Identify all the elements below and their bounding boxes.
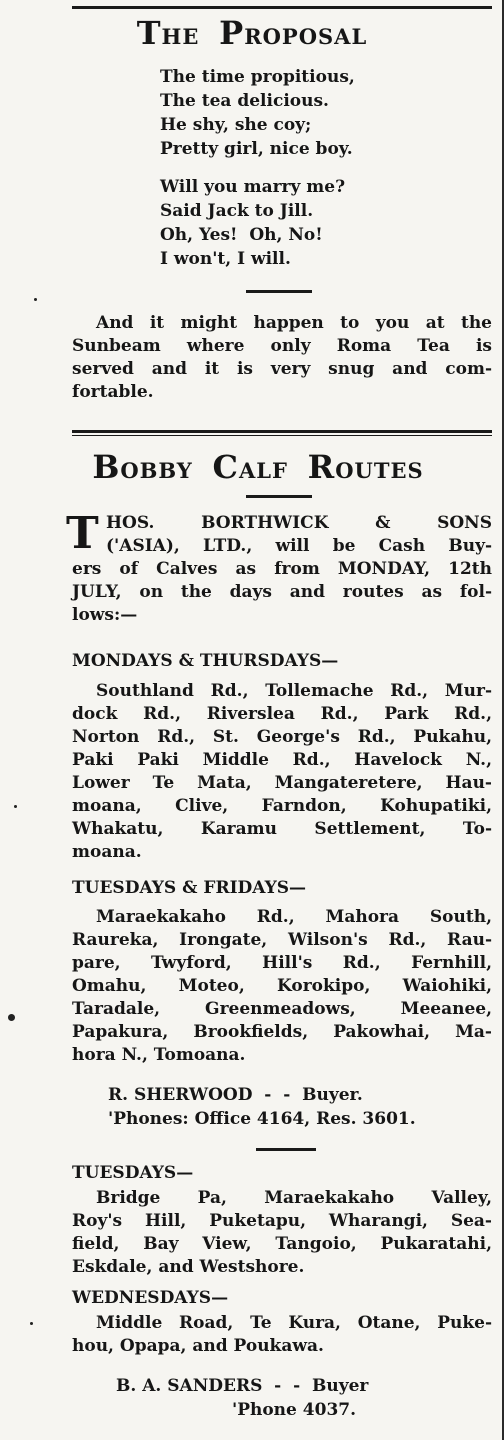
print-speck [34,298,37,301]
poem-line: Will you marry me? [160,177,346,197]
poem-line: The tea delicious. [160,91,329,111]
tuesdays-fridays-routes: Maraekakaho Rd., Mahora South, Raureka, Irongate, Wilson's Rd., Rau- pare, Twyford, Hill's Rd., Fernhill, Omahu, Moteo, Korokipo, Waiohiki, Taradale, Greenmeadows, Meeanee, Papakura, Brookfields, Pakowhai, Ma- hora N., Tomoana. [72,907,492,1065]
poem-line: The time propitious, [160,67,355,87]
proposal-body: And it might happen to you at the Sunbeam where only Roma Tea is served and it is very snug and com- fortable. [72,313,492,402]
drop-cap: T [66,508,99,559]
tuesdays-heading: TUESDAYS— [72,1163,194,1183]
buyer-sanders: B. A. SANDERS - - Buyer [116,1376,369,1396]
print-speck [14,805,17,808]
print-speck [30,1322,33,1325]
print-speck [8,1014,15,1021]
wednesdays-heading: WEDNESDAYS— [72,1288,229,1308]
poem-line: I won't, I will. [160,249,291,269]
mondays-routes: Southland Rd., Tollemache Rd., Mur- dock Rd., Riverslea Rd., Park Rd., Norton Rd., St. George's Rd., Pukahu, Paki Paki Middle Rd., Havelock N., Lower Te Mata, Mangateretere, Hau- moana, Clive, Farndon, Kohupatiki, Whakatu, Karamu Settlement, To- moana. [72,681,492,862]
tuesdays-routes: Bridge Pa, Maraekakaho Valley, Roy's Hill, Puketapu, Wharangi, Sea- field, Bay View, Tangoio, Pukaratahi, Eskdale, and Westshore. [72,1188,492,1277]
calf-intro: HOS. BORTHWICK & SONS ('ASIA), LTD., will be Cash Buy- ers of Calves as from MONDAY, 12th JULY, on the days and routes as fol- lows:— [72,513,492,625]
top-rule [72,6,492,9]
phones-sherwood: 'Phones: Office 4164, Res. 3601. [108,1109,416,1129]
calf-routes-title: BOBBY CALF ROUTES [92,448,424,486]
proposal-title: THE PROPOSAL [136,14,368,52]
tuesdays-fridays-heading: TUESDAYS & FRIDAYS— [72,878,307,898]
mondays-heading: MONDAYS & THURSDAYS— [72,651,339,671]
wednesdays-routes: Middle Road, Te Kura, Otane, Puke- hou, Opapa, and Poukawa. [72,1313,492,1356]
section-rule-thin [72,435,492,436]
short-rule [246,290,312,293]
poem-line: Said Jack to Jill. [160,201,314,221]
short-rule [246,495,312,498]
poem-line: Pretty girl, nice boy. [160,139,353,159]
poem-line: He shy, she coy; [160,115,312,135]
short-rule [256,1148,316,1151]
phone-sanders: 'Phone 4037. [232,1400,357,1420]
section-rule [72,430,492,433]
buyer-sherwood: R. SHERWOOD - - Buyer. [108,1085,363,1105]
poem-line: Oh, Yes! Oh, No! [160,225,323,245]
